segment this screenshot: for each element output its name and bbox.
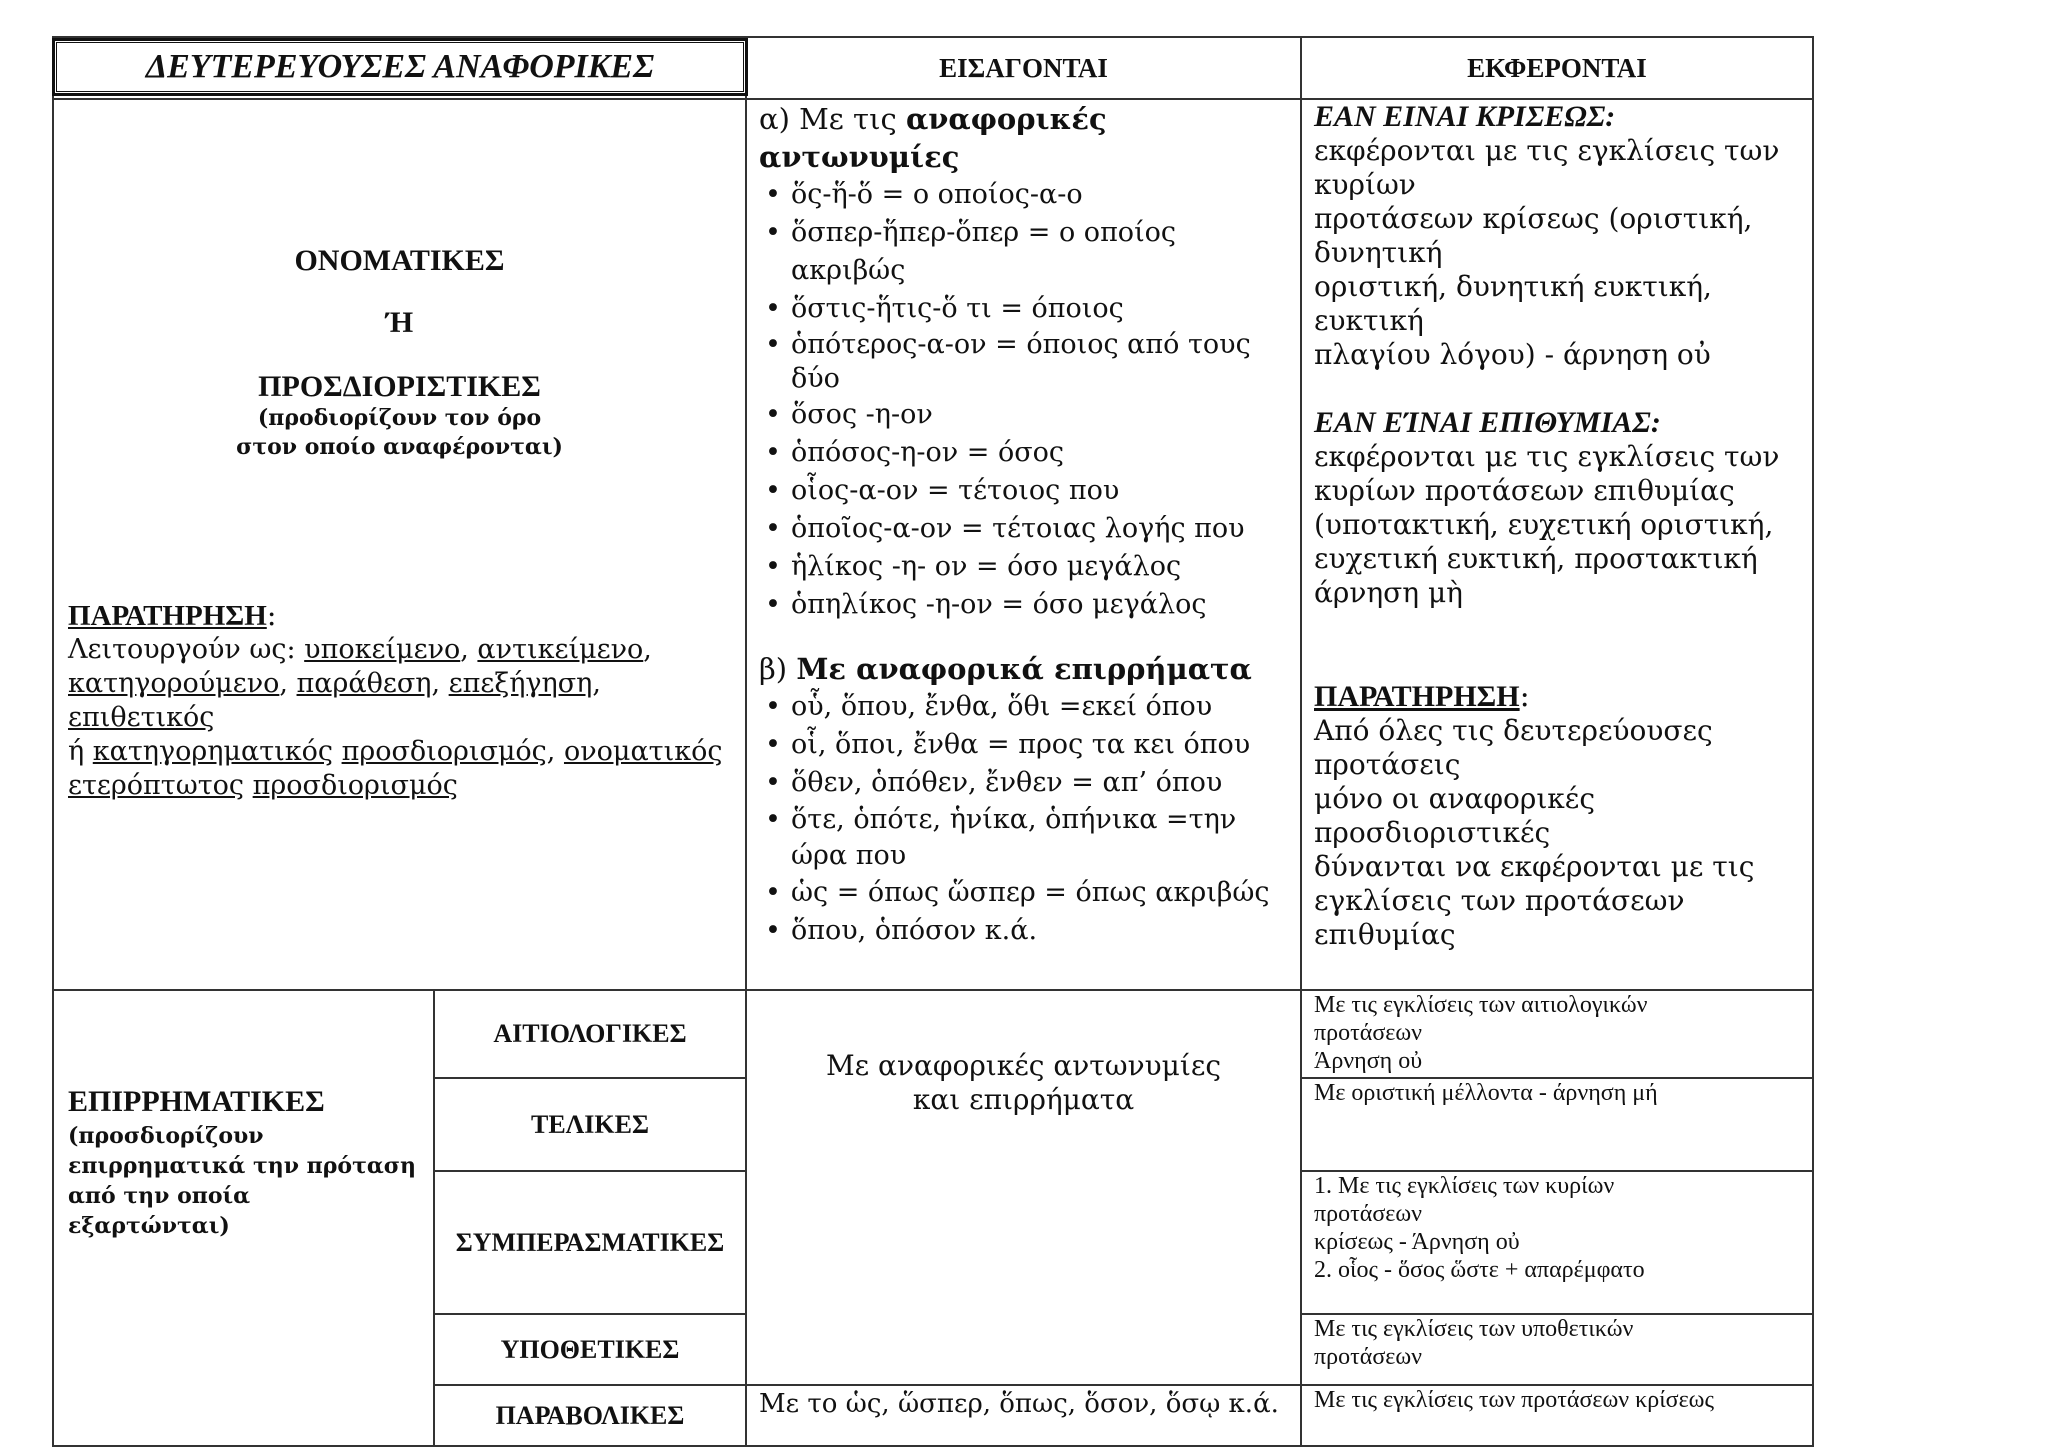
eisagontai-b-heading: β) Με αναφορικά επιρρήματα (759, 652, 1252, 686)
paravolikes-ekf: Με τις εγκλίσεις των προτάσεων κρίσεως (1314, 1387, 1714, 1413)
eisagontai-cell (747, 100, 1300, 989)
list-item: • ὅσπερ-ἥπερ-ὅπερ = ο οποίος ακριβώς (759, 214, 1288, 290)
paravolikes-label: ΠΑΡΑΒΟΛΙΚΕΣ (495, 1400, 685, 1430)
list-item: • ὁποῖος-α-ον = τέτοιας λογής που (759, 510, 1288, 548)
list-item: • οὗ, ὅπου, ἔνθα, ὅθι =εκεί όπου (759, 688, 1288, 726)
ypothetikes-label: ΥΠΟΘΕΤΙΚΕΣ (500, 1334, 680, 1364)
parat-label-2: ΠΑΡΑΤΗΡΗΣΗ (1314, 680, 1520, 713)
krisews-line: οριστική, δυνητική ευκτική, ευκτική (1314, 270, 1712, 337)
aitiologikes-label: ΑΙΤΙΟΛΟΓΙΚΕΣ (493, 1019, 687, 1048)
list-item: • ὁπόσος-η-ον = όσος (759, 434, 1288, 472)
parat-line: δύνανται να εκφέρονται με τις (1314, 850, 1755, 883)
parat-label: ΠΑΡΑΤΗΡΗΣΗ (68, 600, 267, 632)
parat-line: Από όλες τις δευτερεύουσες προτάσεις (1314, 714, 1713, 781)
list-item: • ὡς = όπως ὥσπερ = όπως ακριβώς (759, 874, 1288, 912)
list-item: • ὁπηλίκος -η-ον = όσο μεγάλος (759, 586, 1288, 624)
list-item: • οἷος-α-ον = τέτοιος που (759, 472, 1288, 510)
pronouns-list (759, 176, 1288, 624)
eisagontai-intro-2: και επιρρήματα (912, 1083, 1135, 1116)
parat-text: Λειτουργούν ως: υποκείμενο, αντικείμενο, κατηγορούμενο, παράθεση, επεξήγηση, επιθετικός ή κατηγορηματικός προσδιορισμός, ονοματικός ετερόπτωτος προσδιορισμός (68, 634, 723, 801)
onomatikes-note-2: στον οποίο αναφέρονται) (236, 434, 563, 460)
ekferontai-cell: ΕΑΝ ΕΙΝΑΙ ΚΡΙΣΕΩΣ: εκφέρονται με τις εγκλίσεις των κυρίων προτάσεων κρίσεως (οριστική, δυνητική οριστική, δυνητική ευκτική, ευκτική πλαγίου λόγου) - άρνηση οὐ ΕΑΝ ΕΊΝΑΙ ΕΠΙΘΥΜΙΑΣ: εκφέρονται με τις εγκλίσεις των κυρίων προτάσεων επιθυμίας (υποτακτική, ευχετική οριστική, ευχετική ευκτική, προστακτική άρνηση μὴ ΠΑΡΑΤΗΡΗΣΗ: Από όλες τις δευτερεύουσες προτάσεις μόνο οι αναφορικές προσδιοριστικές δύνανται να εκφέρονται με τις εγκλίσεις των προτάσεων επιθυμίας (1302, 100, 1812, 989)
telikes-label: ΤΕΛΙΚΕΣ (530, 1109, 649, 1139)
krisews-line: προτάσεων κρίσεως (οριστική, δυνητική (1314, 202, 1753, 269)
epithymias-text: εκφέρονται με τις εγκλίσεις των κυρίων προτάσεων επιθυμίας (υποτακτική, ευχετική οριστική, ευχετική ευκτική, προστακτική άρνηση μὴ (1314, 440, 1780, 609)
parat-line: μόνο οι αναφορικές προσδιοριστικές (1314, 782, 1595, 849)
list-item: • ὅτε, ὁπότε, ἡνίκα, ὁπήνικα =την ώρα που (759, 802, 1288, 874)
onomatikes-title: ΟΝΟΜΑΤΙΚΕΣ (294, 244, 505, 277)
col-header-eisagontai: ΕΙΣΑΓΟΝΤΑΙ (939, 52, 1108, 83)
epirrimatikes-cell (54, 991, 433, 1445)
list-item: • ἡλίκος -η- ον = όσο μεγάλος (759, 548, 1288, 586)
list-item: • ὅθεν, ὁπόθεν, ἔνθεν = απ’ όπου (759, 764, 1288, 802)
list-item: • ὅσος -η-ον (759, 396, 1288, 434)
epirrimatikes-note: (προσδιορίζουν επιρρηματικά την πρόταση από την οποία εξαρτώνται) (68, 1123, 417, 1239)
parat-line: εγκλίσεις των προτάσεων επιθυμίας (1314, 884, 1685, 951)
symperasmatikes-label: ΣΥΜΠΕΡΑΣΜΑΤΙΚΕΣ (455, 1227, 725, 1257)
grid-line (1812, 36, 1814, 1447)
onomatikes-or: Ή (385, 306, 414, 339)
aitiologikes-ekf: Με τις εγκλίσεις των αιτιολογικών προτάσεων Άρνηση οὐ (1314, 992, 1648, 1074)
list-item: • ὅστις-ἥτις-ὅ τι = όποιος (759, 290, 1288, 328)
krisews-line: πλαγίου λόγου) - άρνηση οὐ (1314, 338, 1711, 371)
adverbs-list (759, 688, 1288, 950)
list-item: • οἷ, ὅποι, ἔνθα = προς τα κει όπου (759, 726, 1288, 764)
symperasmatikes-ekf: 1. Με τις εγκλίσεις των κυρίων προτάσεων κρίσεως - Άρνηση οὐ 2. οἷος - ὅσος ὥστε + απαρέμφατο (1314, 1173, 1645, 1283)
eisagontai-a-heading: α) Με τις αναφορικές αντωνυμίες (759, 102, 1107, 174)
telikes-ekf: Με οριστική μέλλοντα - άρνηση μή (1314, 1080, 1658, 1106)
epithymias-label: ΕΑΝ ΕΊΝΑΙ ΕΠΙΘΥΜΙΑΣ: (1314, 406, 1661, 439)
eisagontai-intro-1: Με αναφορικές αντωνυμίες (825, 1049, 1222, 1082)
epirrimatikes-eisagontai (747, 991, 1300, 1384)
paravolikes-eisagontai: Με το ὡς, ὥσπερ, ὅπως, ὅσον, ὅσῳ κ.ά. (759, 1389, 1279, 1419)
onomatikes-note-1: (προδιορίζουν τον όρο (257, 405, 542, 431)
epirrimatikes-title: ΕΠΙΡΡΗΜΑΤΙΚΕΣ (68, 1085, 325, 1118)
list-item: • ὁπότερος-α-ον = όποιος από τους δύο (759, 328, 1288, 396)
list-item: • ὅπου, ὁπόσον κ.ά. (759, 912, 1288, 950)
table-title: ΔΕΥΤΕΡΕΥΟΥΣΕΣ ΑΝΑΦΟΡΙΚΕΣ (54, 40, 746, 94)
list-item: • ὅς-ἥ-ὅ = ο οποίος-α-ο (759, 176, 1288, 214)
prosdioristikes-title: ΠΡΟΣΔΙΟΡΙΣΤΙΚΕΣ (258, 370, 541, 403)
ypothetikes-ekf: Με τις εγκλίσεις των υποθετικών προτάσεων (1314, 1316, 1634, 1370)
col-header-ekferontai: ΕΚΦΕΡΟΝΤΑΙ (1467, 52, 1647, 83)
krisews-label: ΕΑΝ ΕΙΝΑΙ ΚΡΙΣΕΩΣ: (1314, 100, 1616, 133)
onomatikes-cell: ΟΝΟΜΑΤΙΚΕΣ Ή ΠΡΟΣΔΙΟΡΙΣΤΙΚΕΣ (προδιορίζουν τον όρο στον οποίο αναφέρονται) ΠΑΡΑΤΗΡΗΣΗ: Λειτουργούν ως: υποκείμενο, αντικείμενο, κατηγορούμενο, παράθεση, επεξήγηση, επιθετικός ή κατηγορηματικός προσδιορισμός, ονοματικός ετερόπτωτος προσδιορισμός (54, 100, 745, 989)
krisews-line: εκφέρονται με τις εγκλίσεις των κυρίων (1314, 134, 1780, 201)
